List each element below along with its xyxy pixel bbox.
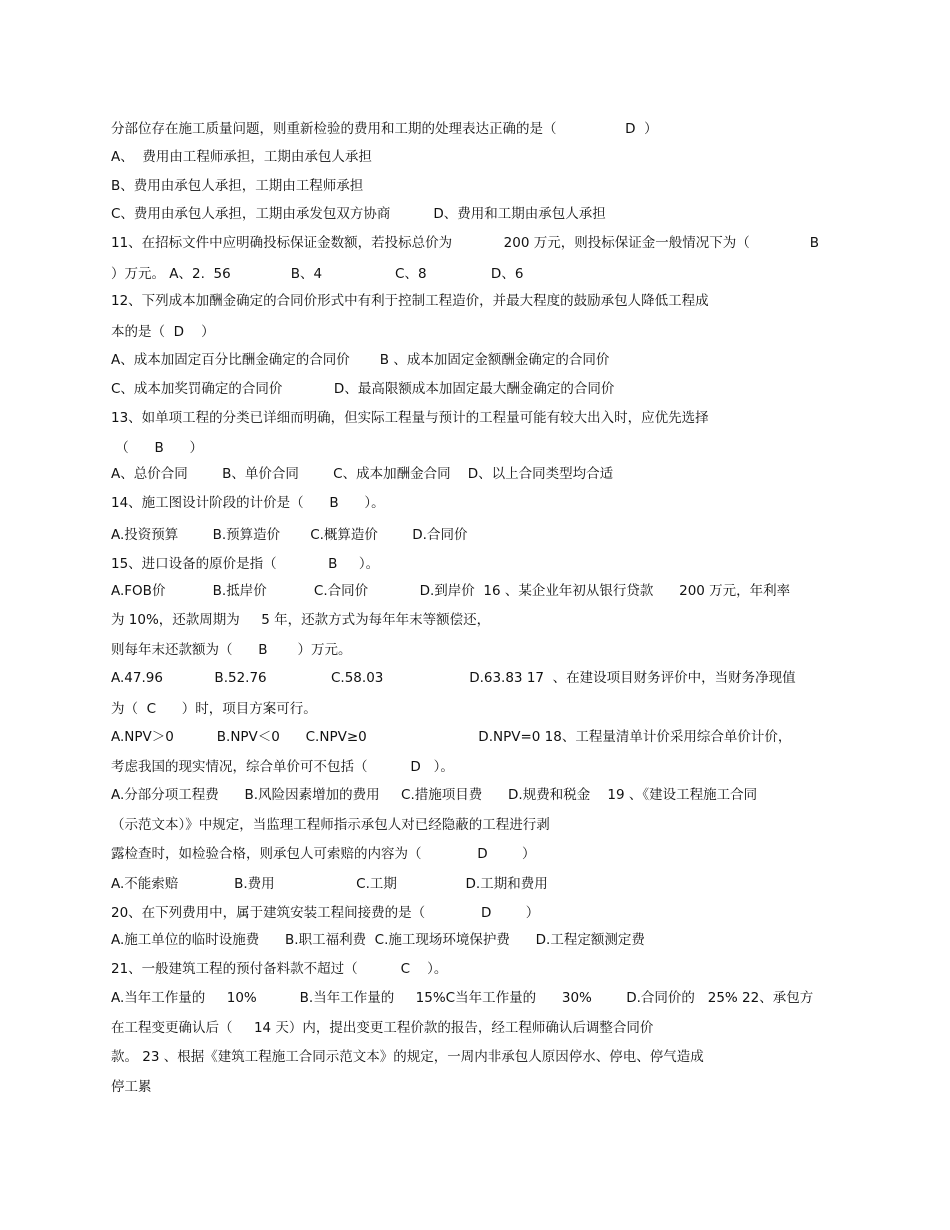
text-line: 本的是（ D ） [111, 324, 215, 340]
text-line: A.施工单位的临时设施费 B.职工福利费 C.施工现场环境保护费 D.工程定额测定费 [111, 932, 645, 948]
text-line: 21、一般建筑工程的预付备料款不超过（ C ）。 [111, 961, 448, 977]
text-line: C、成本加奖罚确定的合同价 D、最高限额成本加固定最大酬金确定的合同价 [111, 381, 615, 397]
text-line: A、成本加固定百分比酬金确定的合同价 B 、成本加固定金额酬金确定的合同价 [111, 352, 610, 368]
text-line: 13、如单项工程的分类已详细而明确，但实际工程量与预计的工程量可能有较大出入时，应优先选择 [111, 410, 709, 426]
text-line: 15、进口设备的原价是指（ B ）。 [111, 556, 380, 572]
text-line: A.分部分项工程费 B.风险因素增加的费用 C.措施项目费 D.规费和税金 19 、《建设工程施工合同 [111, 787, 758, 803]
text-line: 露检查时，如检验合格，则承包人可索赔的内容为（ D ） [111, 846, 536, 862]
text-line: 11、在招标文件中应明确投标保证金数额，若投标总价为 200 万元，则投标保证金一般情况下为（ B [111, 235, 820, 251]
text-line: 14、施工图设计阶段的计价是（ B ）。 [111, 495, 385, 511]
text-line: A、总价合同 B、单价合同 C、成本加酬金合同 D、以上合同类型均合适 [111, 466, 614, 482]
text-line: C、费用由承包人承担，工期由承发包双方协商 D、费用和工期由承包人承担 [111, 206, 606, 222]
text-line: A.NPV＞0 B.NPV＜0 C.NPV≥0 D.NPV=0 18、工程量清单计价采用综合单价计价， [111, 729, 792, 745]
text-line: 为 10%，还款周期为 5 年，还款方式为每年年末等额偿还， [111, 612, 491, 628]
text-line: 分部位存在施工质量问题，则重新检验的费用和工期的处理表达正确的是（ D ） [111, 121, 658, 137]
text-line: A.当年工作量的 10% B.当年工作量的 15%C当年工作量的 30% D.合同价的 25% 22、承包方 [111, 990, 814, 1006]
text-line: 为（ C ）时，项目方案可行。 [111, 701, 317, 717]
text-line: 停工累 [111, 1079, 152, 1095]
text-line: 20、在下列费用中，属于建筑安装工程间接费的是（ D ） [111, 905, 540, 921]
text-line: A.不能索赔 B.费用 C.工期 D.工期和费用 [111, 876, 548, 892]
text-line: A.FOB价 B.抵岸价 C.合同价 D.到岸价 16 、某企业年初从银行贷款 200 万元，年利率 [111, 583, 791, 599]
text-line: A.投资预算 B.预算造价 C.概算造价 D.合同价 [111, 527, 468, 543]
text-line: ）万元。 A、2. 56 B、4 C、8 D、6 [111, 266, 524, 282]
text-line: （示范文本）》中规定，当监理工程师指示承包人对已经隐蔽的工程进行剥 [111, 817, 550, 833]
text-line: B、费用由承包人承担，工期由工程师承担 [111, 178, 364, 194]
text-line: 则每年末还款额为（ B ）万元。 [111, 642, 352, 658]
text-line: 考虑我国的现实情况，综合单价可不包括（ D ）。 [111, 759, 454, 775]
text-line: A.47.96 B.52.76 C.58.03 D.63.83 17 、在建设项目财务评价中，当财务净现值 [111, 670, 796, 686]
text-line: 在工程变更确认后（ 14 天）内，提出变更工程价款的报告，经工程师确认后调整合同价 [111, 1020, 654, 1036]
text-line: 款。 23 、根据《建筑工程施工合同示范文本》的规定，一周内非承包人原因停水、停电、停气造成 [111, 1049, 704, 1065]
text-line: A、 费用由工程师承担，工期由承包人承担 [111, 149, 372, 165]
text-line: （ B ） [111, 440, 204, 456]
text-line: 12、下列成本加酬金确定的合同价形式中有利于控制工程造价，并最大程度的鼓励承包人降低工程成 [111, 293, 709, 309]
